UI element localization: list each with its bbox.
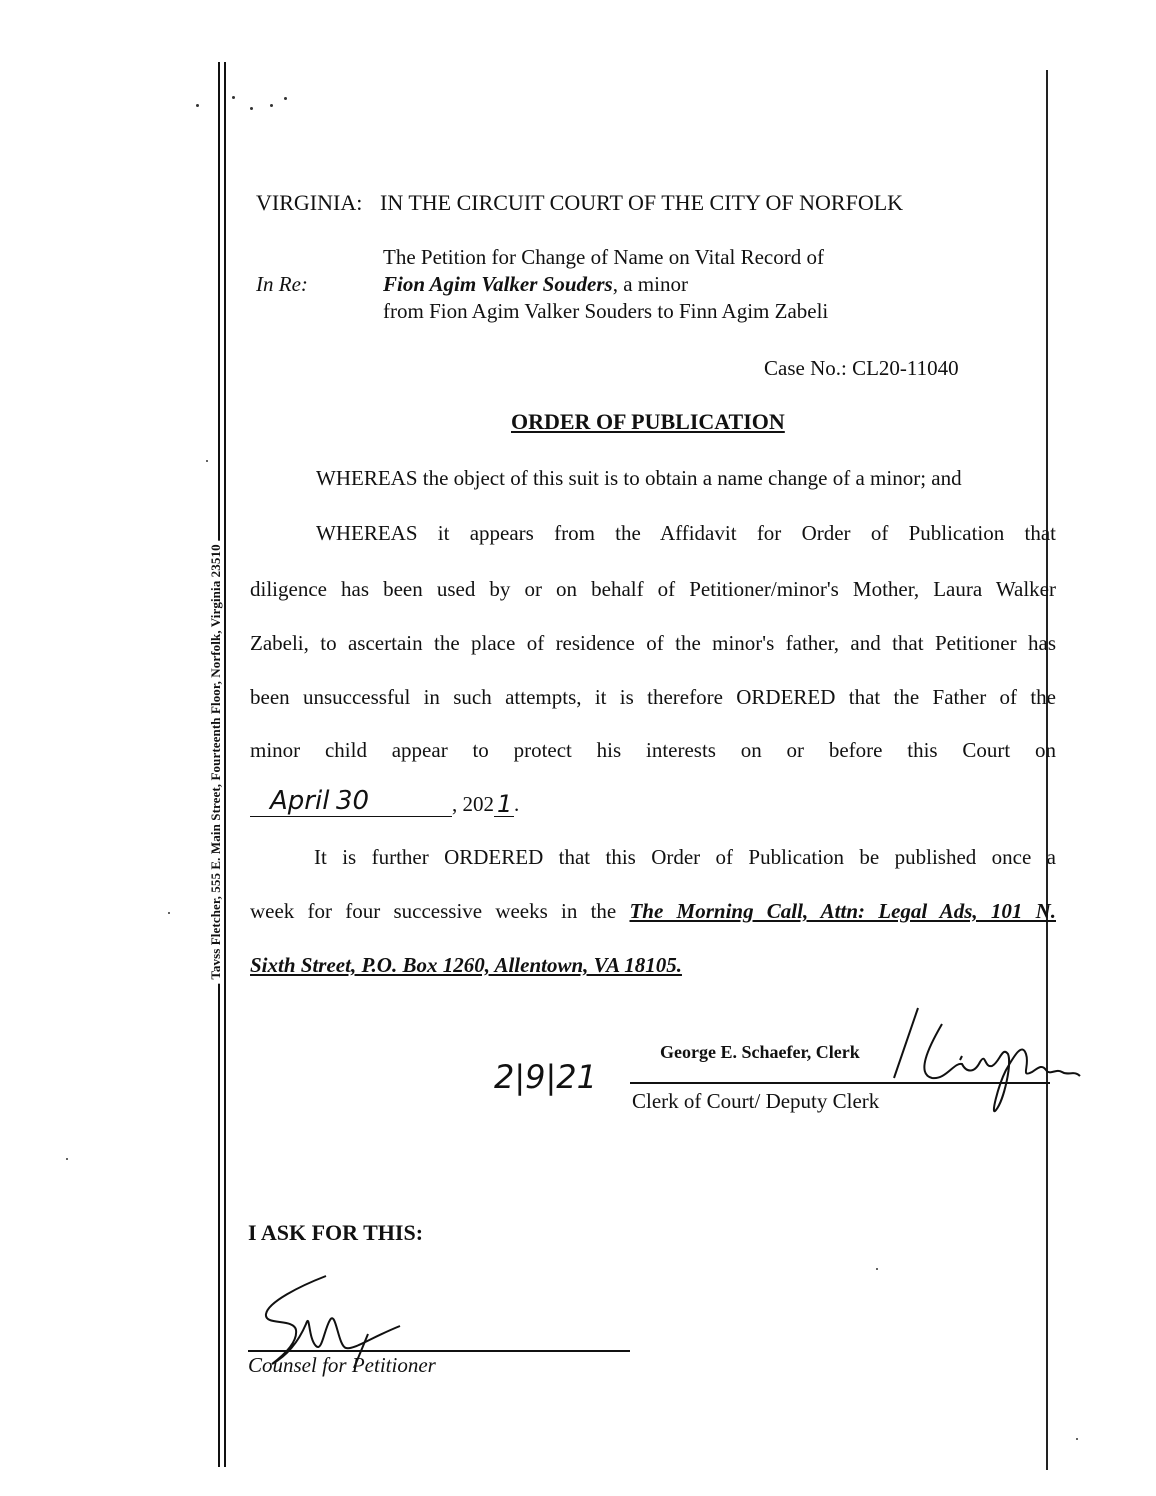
whereas-paragraph-1: WHEREAS the object of this suit is to obtain a name change of a minor; and xyxy=(316,466,962,490)
publication-name-part-2: Sixth Street, P.O. Box 1260, Allentown, VA 18105. xyxy=(250,953,682,977)
petition-caption xyxy=(383,244,828,325)
handwritten-day: 30 xyxy=(336,786,370,816)
whereas-paragraph-2-line-5: minor child appear to protect his interests on or before this Court on xyxy=(250,738,1056,762)
counsel-signature-line xyxy=(248,1350,630,1352)
ask-for-this-label: I ASK FOR THIS: xyxy=(248,1220,424,1245)
handwritten-month: April xyxy=(270,786,330,816)
appearance-date xyxy=(250,786,520,818)
case-number: Case No.: CL20-11040 xyxy=(764,356,959,380)
further-ordered-line-2 xyxy=(250,898,1056,924)
court-heading xyxy=(256,190,903,216)
clerk-signature-line xyxy=(630,1082,1050,1084)
further-ordered-line-3 xyxy=(250,952,682,978)
handwritten-year-digit: 1 xyxy=(497,790,513,818)
whereas-paragraph-2-line-4: been unsuccessful in such attempts, it is therefore ORDERED that the Father of the xyxy=(250,685,1056,709)
whereas-paragraph-2-line-3: Zabeli, to ascertain the place of residence of the minor's father, and that Petitioner has xyxy=(250,631,1056,655)
deputy-clerk-signature xyxy=(880,1002,1090,1132)
date-suffix: . xyxy=(514,792,520,816)
order-title: ORDER OF PUBLICATION xyxy=(511,409,785,434)
year-blank xyxy=(494,790,514,818)
left-margin-rule-inner xyxy=(224,62,226,1467)
clerk-caption: Clerk of Court/ Deputy Clerk xyxy=(632,1089,880,1113)
counsel-caption: Counsel for Petitioner xyxy=(248,1353,436,1377)
appearance-date-blank xyxy=(250,786,452,817)
firm-address-margin: Tavss Fletcher, 555 E. Main Street, Fourteenth Floor, Norfolk, Virginia 23510 xyxy=(208,540,224,983)
in-re-label: In Re: xyxy=(256,272,308,296)
petition-line-1: The Petition for Change of Name on Vital Record of xyxy=(383,245,824,269)
year-prefix: , 202 xyxy=(452,792,494,816)
publication-name-part-1: The Morning Call, Attn: Legal Ads, 101 N. xyxy=(629,899,1056,923)
further-ordered-line-2-prefix: week for four successive weeks in the xyxy=(250,899,630,923)
whereas-paragraph-2-line-2: diligence has been used by or on behalf of Petitioner/minor's Mother, Laura Walker xyxy=(250,577,1056,601)
whereas-paragraph-2-line-1: WHEREAS it appears from the Affidavit for Order of Publication that xyxy=(316,521,1056,545)
further-ordered-line-1: It is further ORDERED that this Order of Publication be published once a xyxy=(314,845,1056,869)
right-margin-rule xyxy=(1046,70,1048,1470)
petition-line-3: from Fion Agim Valker Souders to Finn Agim Zabeli xyxy=(383,299,829,323)
handwritten-signing-date: 2|9|21 xyxy=(494,1058,597,1096)
court-name: IN THE CIRCUIT COURT OF THE CITY OF NORFOLK xyxy=(380,190,904,215)
clerk-name-stamp: George E. Schaefer, Clerk xyxy=(660,1042,860,1062)
minor-suffix: , a minor xyxy=(612,272,688,296)
state-label: VIRGINIA: xyxy=(256,190,363,215)
minor-name: Fion Agim Valker Souders xyxy=(383,272,613,296)
petition-line-2 xyxy=(383,271,828,298)
